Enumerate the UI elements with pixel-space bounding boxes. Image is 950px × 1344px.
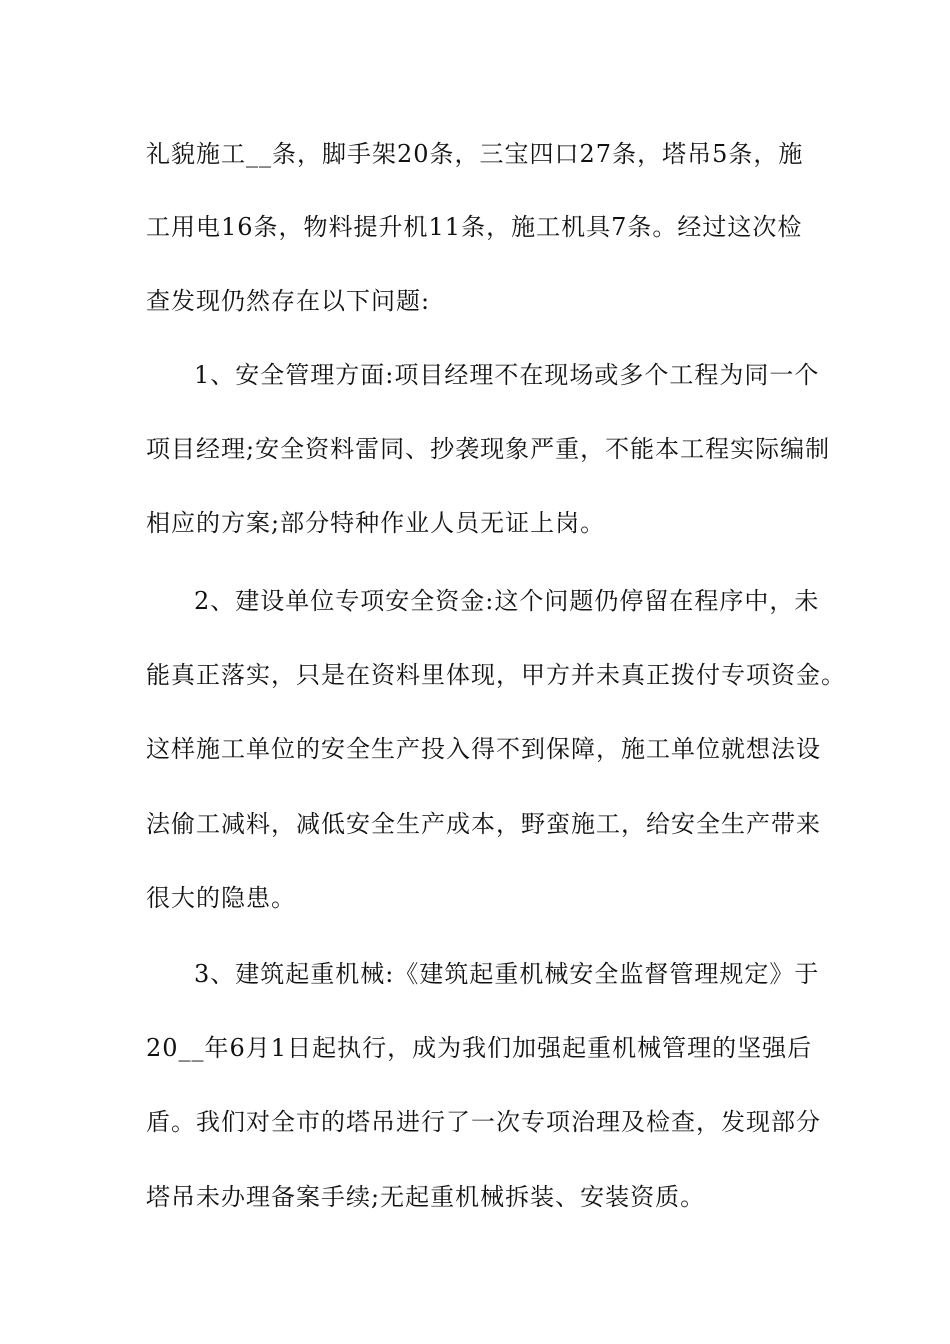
text-line: 工用电16条，物料提升机11条，施工机具7条。经过这次检	[146, 213, 803, 241]
text-line: 塔吊未办理备案手续;无起重机械拆装、安装资质。	[146, 1183, 706, 1211]
paragraph-2-first-line: 2、建设单位专项安全资金:这个问题仍停留在程序中，未	[194, 587, 820, 615]
paragraph-1-first-line: 1、安全管理方面:项目经理不在现场或多个工程为同一个	[194, 361, 820, 389]
text-line: 盾。我们对全市的塔吊进行了一次专项治理及检查，发现部分	[146, 1108, 821, 1136]
text-line: 很大的隐患。	[146, 884, 296, 912]
text-line: 这样施工单位的安全生产投入得不到保障，施工单位就想法设	[146, 735, 821, 763]
paragraph-3-first-line: 3、建筑起重机械:《建筑起重机械安全监督管理规定》于	[194, 960, 820, 988]
text-line: 礼貌施工__条，脚手架20条，三宝四口27条，塔吊5条，施	[146, 140, 804, 168]
text-line: 20__年6月1日起执行，成为我们加强起重机械管理的坚强后	[146, 1034, 813, 1062]
text-line: 项目经理;安全资料雷同、抄袭现象严重，不能本工程实际编制	[146, 435, 831, 463]
text-line: 查发现仍然存在以下问题:	[146, 287, 431, 315]
text-line: 相应的方案;部分特种作业人员无证上岗。	[146, 509, 606, 537]
text-line: 能真正落实，只是在资料里体现，甲方并未真正拨付专项资金。	[146, 661, 846, 689]
text-line: 法偷工减料，减低安全生产成本，野蛮施工，给安全生产带来	[146, 810, 821, 838]
